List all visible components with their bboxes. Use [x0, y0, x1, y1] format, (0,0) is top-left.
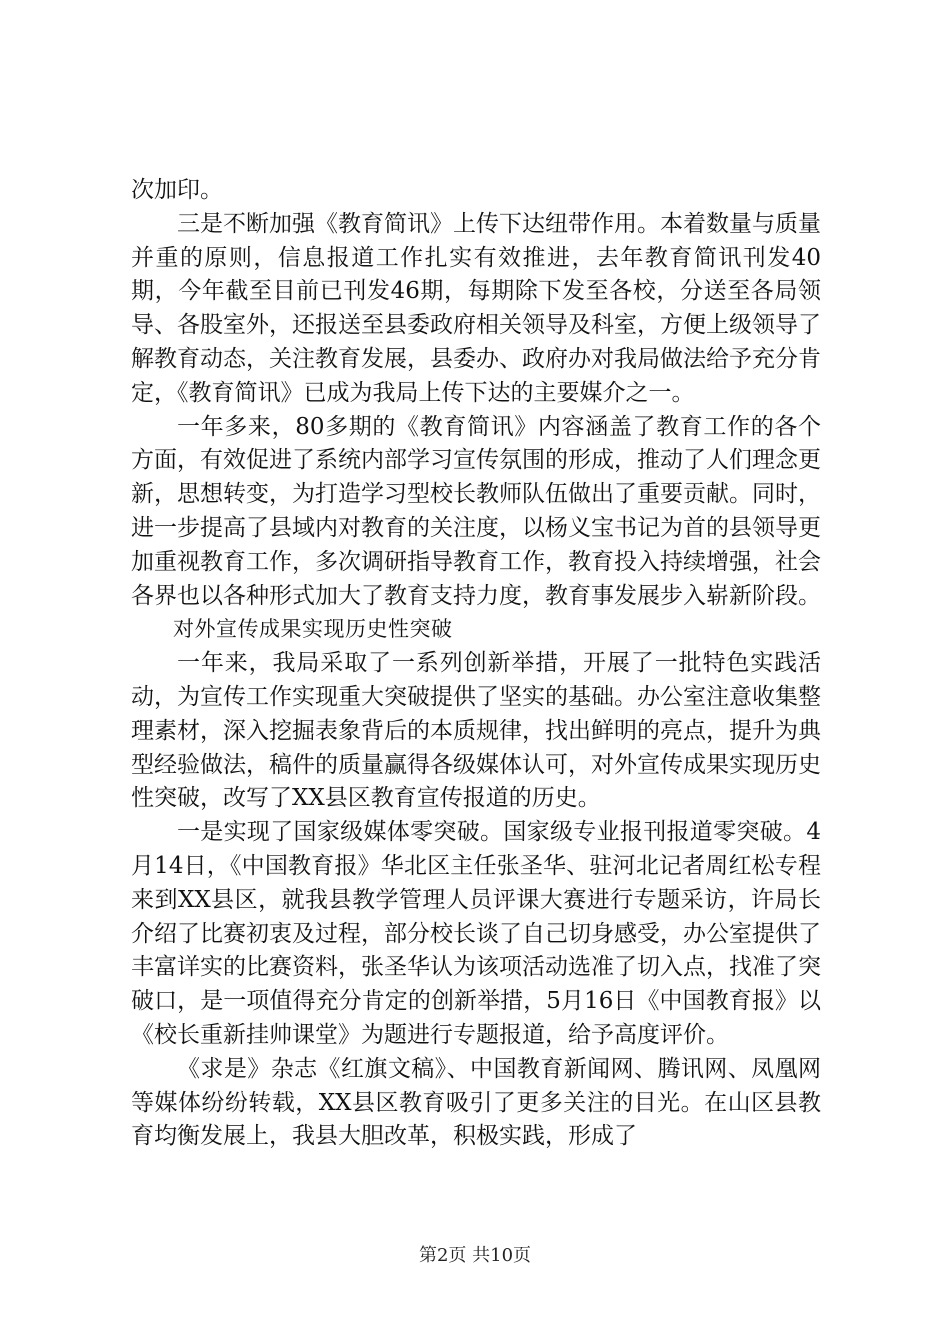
paragraph-reprints: 《求是》杂志《红旗文稿》、中国教育新闻网、腾讯网、凤凰网等媒体纷纷转载，XX县区教育吸引了更多关注的目光。在山区县教育均衡发展上，我县大胆改革，积极实践，形成了: [131, 1055, 821, 1150]
paragraph-national-media: 一是实现了国家级媒体零突破。国家级专业报刊报道零突破。4月14日，《中国教育报》华北区主任张圣华、驻河北记者周红松专程来到XX县区，就我县教学管理人员评课大赛进行专题采访，许局长介绍了比赛初衷及过程，部分校长谈了自己切身感受，办公室提供了丰富详实的比赛资料，张圣华认为该项活动选准了切入点，找准了突破口，是一项值得充分肯定的创新举措，5月16日《中国教育报》以《校长重新挂帅课堂》为题进行专题报道，给予高度评价。: [131, 819, 821, 1048]
paragraph-external-publicity: 一年来，我局采取了一系列创新举措，开展了一批特色实践活动，为宣传工作实现重大突破提供了坚实的基础。办公室注意收集整理素材，深入挖掘表象背后的本质规律，找出鲜明的亮点，提升为典型经验做法，稿件的质量赢得各级媒体认可，对外宣传成果实现历史性突破，改写了XX县区教育宣传报道的历史。: [131, 650, 821, 812]
paragraph-newsletter: 三是不断加强《教育简讯》上传下达纽带作用。本着数量与质量并重的原则，信息报道工作扎实有效推进，去年教育简讯刊发40期，今年截至目前已刊发46期，每期除下发至各校，分送至各局领导、各股室外，还报送至县委政府相关领导及科室，方便上级领导了解教育动态，关注教育发展，县委办、政府办对我局做法给予充分肯定，《教育简讯》已成为我局上传下达的主要媒介之一。: [131, 210, 821, 406]
page-number-footer: 第2页 共10页: [418, 1245, 532, 1266]
body-text: [131, 174, 821, 1154]
paragraph-one-year: 一年多来，80多期的《教育简讯》内容涵盖了教育工作的各个方面，有效促进了系统内部学习宣传氛围的形成，推动了人们理念更新，思想转变，为打造学习型校长教师队伍做出了重要贡献。同时，进一步提高了县域内对教育的关注度，以杨义宝书记为首的县领导更加重视教育工作，多次调研指导教育工作，教育投入持续增强，社会各界也以各种形式加大了教育支持力度，教育事发展步入崭新阶段。: [131, 413, 821, 609]
section-heading: 对外宣传成果实现历史性突破: [173, 617, 453, 642]
paragraph-continuation: 次加印。: [131, 177, 223, 203]
